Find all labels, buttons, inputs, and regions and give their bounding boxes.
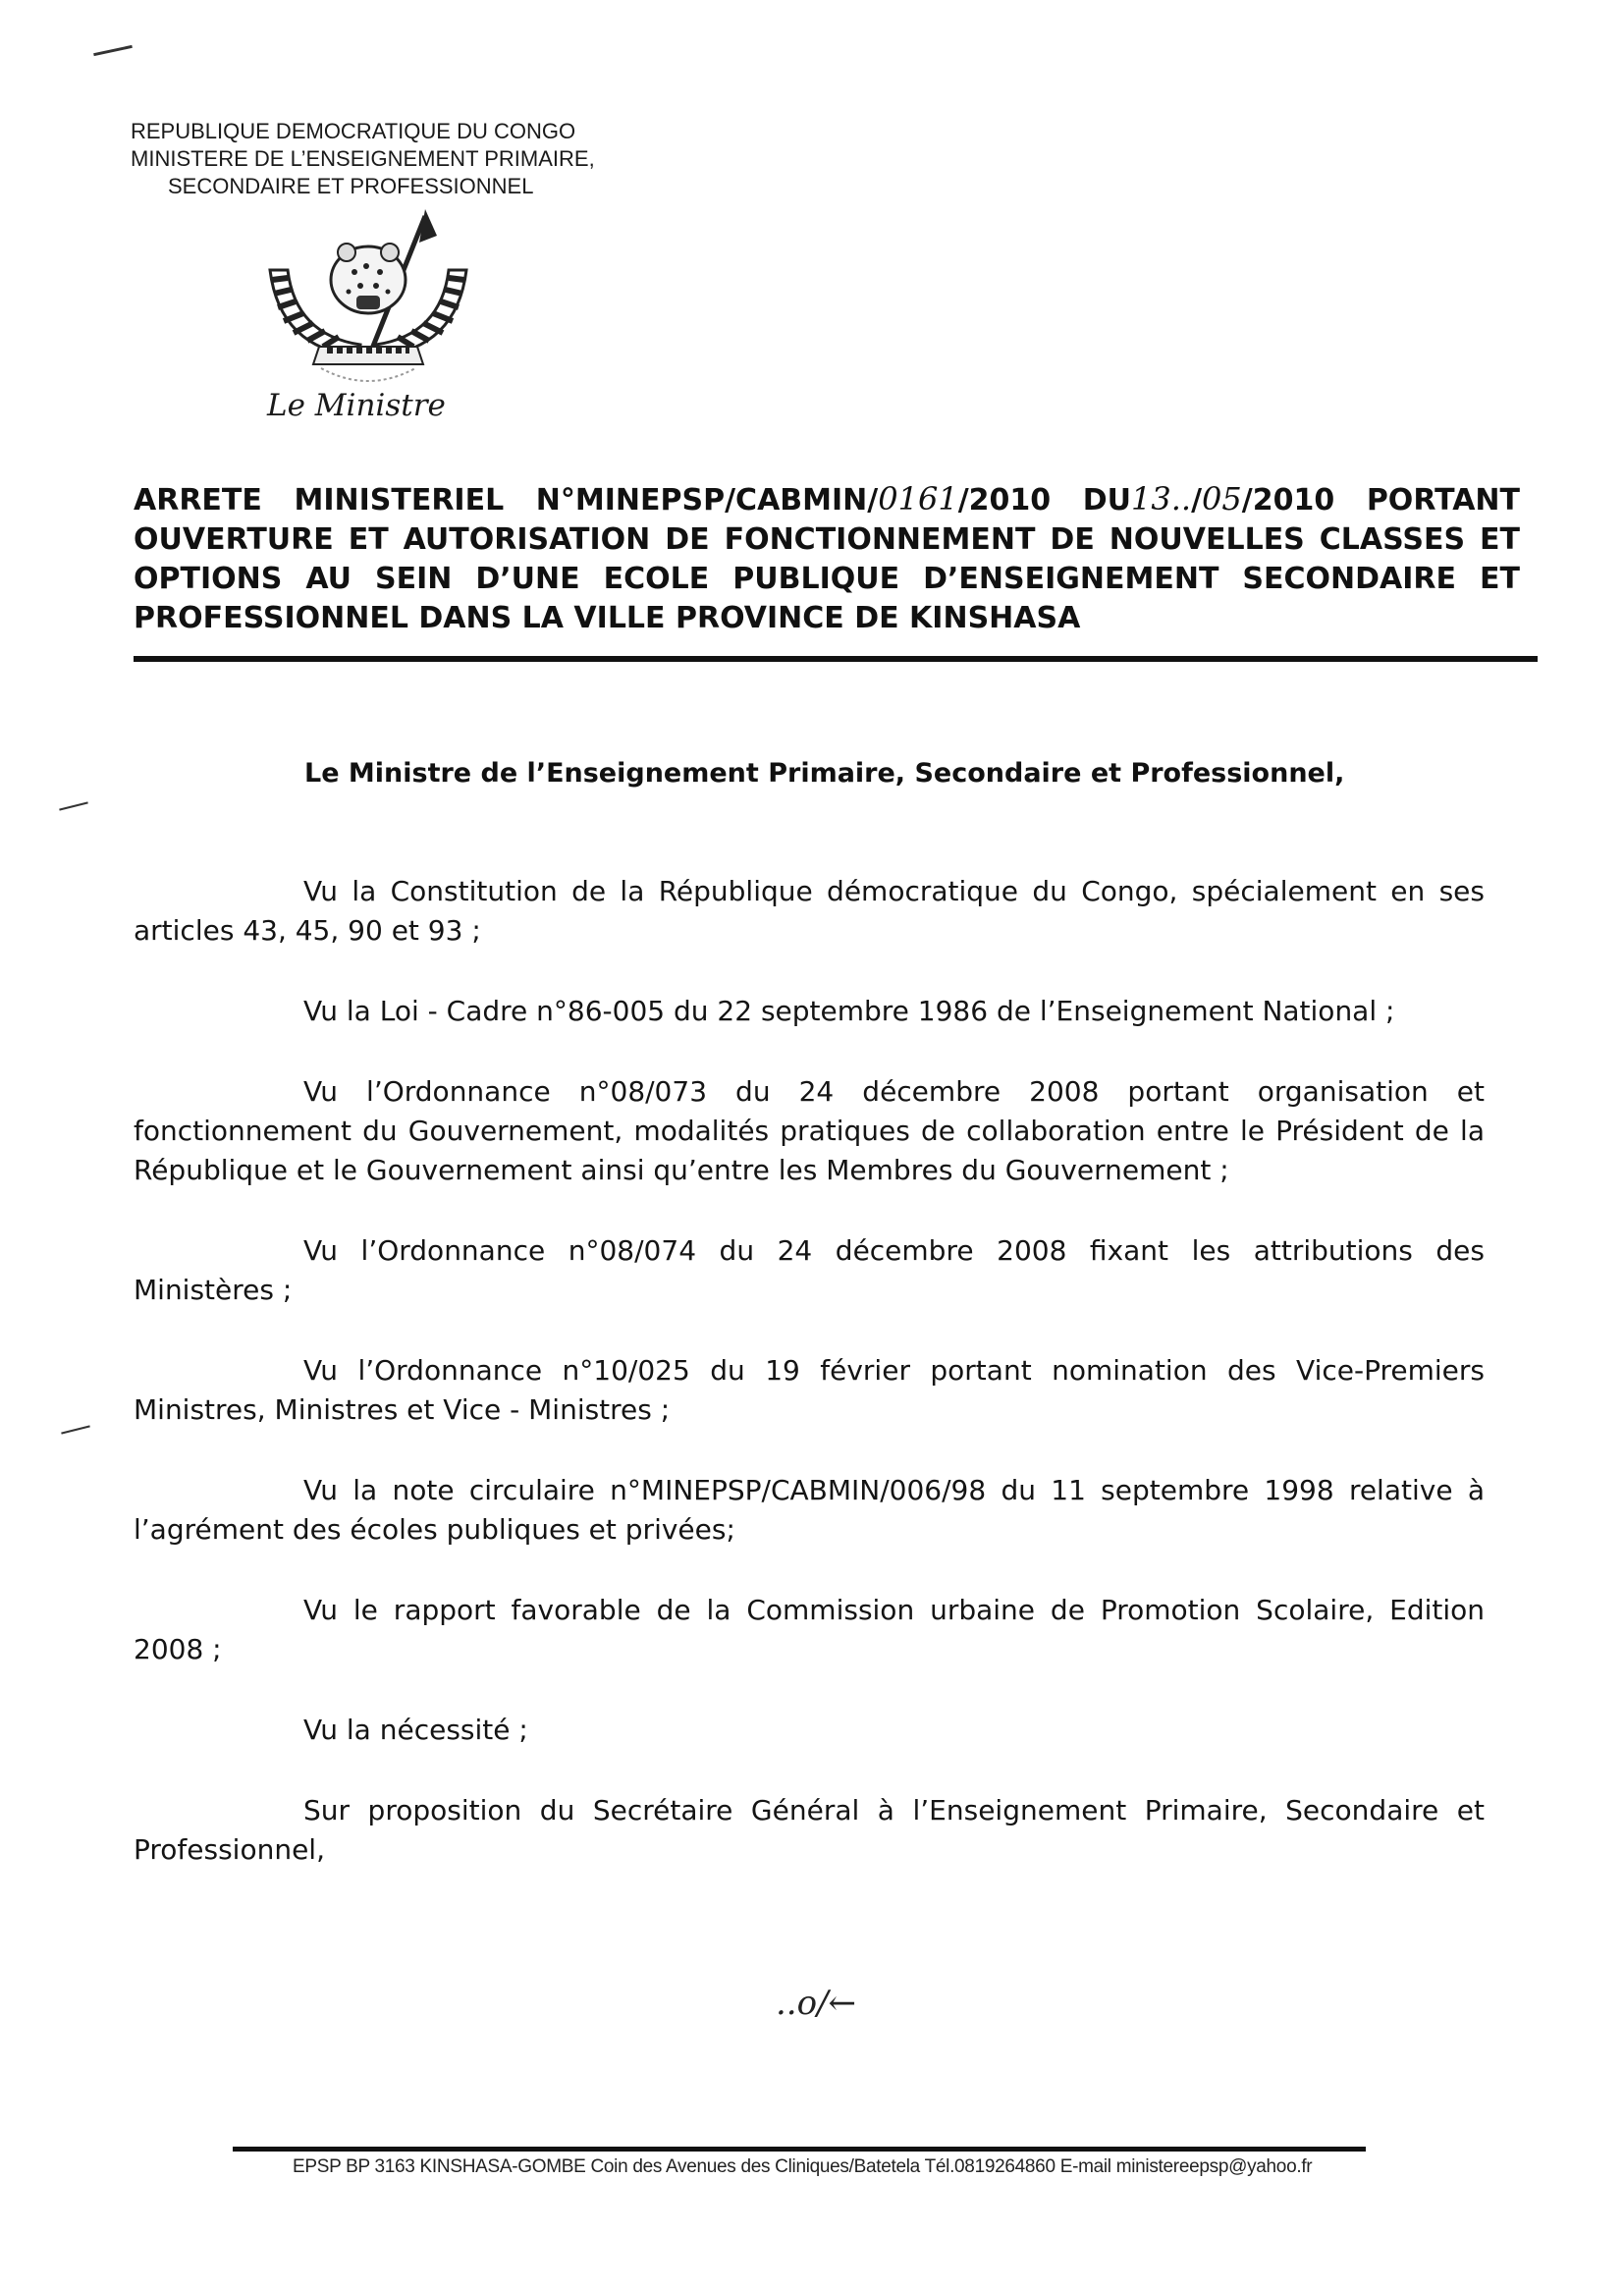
title-part-1: ARRETE MINISTERIEL N°MINEPSP/CABMIN/ [134, 483, 879, 518]
title-part-3: / [1191, 483, 1203, 518]
handwritten-page-mark: ..o/← [776, 1984, 857, 2023]
minister-label: Le Ministre [267, 388, 446, 423]
preamble-paragraph: Vu la Loi - Cadre n°86-005 du 22 septembre 1986 de l’Enseignement National ; [303, 995, 1395, 1027]
preamble-paragraph: Vu la Constitution de la République démocratique du Congo, spécialement en ses articles 43, 45, 90 et 93 ; [134, 875, 1485, 947]
letterhead-ministry: MINISTERE DE L’ENSEIGNEMENT PRIMAIRE, [131, 146, 595, 171]
footer-contact: EPSP BP 3163 KINSHASA-GOMBE Coin des Avenues des Cliniques/Batetela Tél.0819264860 E-mail ministereepsp@yahoo.fr [293, 2156, 1313, 2177]
footer-divider [233, 2147, 1366, 2152]
minister-heading: Le Ministre de l’Enseignement Primaire, Secondaire et Professionnel, [304, 758, 1345, 789]
title-part-4: /2010 PORTANT OUVERTURE ET AUTORISATION DE FONCTIONNEMENT DE NOUVELLES CLASSES ET OPTIONS AU SEIN D’UNE ECOLE PUBLIQUE D’ENSEIGNEMENT SECONDAIRE ET [134, 483, 1520, 596]
handwritten-month: 05 [1202, 480, 1242, 518]
letterhead [131, 118, 595, 200]
title-divider [134, 656, 1538, 662]
title-last-line: PROFESSIONNEL DANS LA VILLE PROVINCE DE KINSHASA [134, 601, 1081, 635]
handwritten-day: 13.. [1131, 480, 1192, 518]
preamble-paragraph: Vu l’Ordonnance n°10/025 du 19 février portant nomination des Vice-Premiers Ministres, Ministres et Vice - Ministres ; [134, 1354, 1485, 1426]
preamble-paragraph: Vu le rapport favorable de la Commission urbaine de Promotion Scolaire, Edition 2008 ; [134, 1594, 1485, 1665]
letterhead-country: REPUBLIQUE DEMOCRATIQUE DU CONGO [131, 119, 576, 143]
preamble-paragraph: Vu l’Ordonnance n°08/073 du 24 décembre 2008 portant organisation et fonctionnement du Gouvernement, modalités pratiques de collaboration entre le Président de la République et le Gouvernement ainsi qu’entre les Membres du Gouvernement ; [134, 1075, 1485, 1186]
scan-speck [59, 801, 88, 810]
preamble-paragraph: Vu l’Ordonnance n°08/074 du 24 décembre 2008 fixant les attributions des Ministères ; [134, 1234, 1485, 1306]
scan-speck [61, 1425, 90, 1434]
coat-of-arms-leopard-icon [250, 201, 486, 398]
preamble [134, 872, 1485, 1911]
letterhead-ministry-cont: SECONDAIRE ET PROFESSIONNEL [168, 174, 534, 198]
preamble-paragraph: Vu la note circulaire n°MINEPSP/CABMIN/006/98 du 11 septembre 1998 relative à l’agrément des écoles publiques et privées; [134, 1474, 1485, 1546]
preamble-paragraph: Sur proposition du Secrétaire Général à l’Enseignement Primaire, Secondaire et Professionnel, [134, 1794, 1485, 1866]
decree-title [134, 479, 1520, 638]
handwritten-decree-number: 0161 [878, 480, 958, 518]
preamble-paragraph: Vu la nécessité ; [303, 1714, 528, 1746]
title-part-2: /2010 DU [957, 483, 1132, 518]
scan-speck [93, 45, 133, 56]
